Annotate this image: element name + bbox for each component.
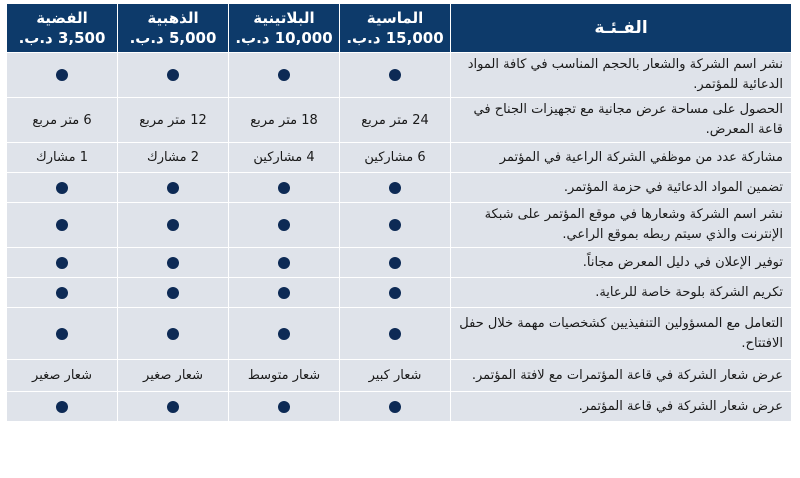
table-row [7, 98, 792, 143]
included-cell [118, 248, 229, 278]
tier-header-diamond [340, 4, 451, 53]
table-row [7, 143, 792, 173]
tier-value: 1 مشارك [36, 150, 88, 165]
feature-cell: نشر اسم الشركة وشعارها في موقع المؤتمر على شبكة الإنترنت والذي سيتم ربطه بموقع الراعي. [451, 203, 792, 248]
included-cell [340, 248, 451, 278]
table-row [7, 173, 792, 203]
included-dot-icon [389, 328, 401, 340]
included-dot-icon [389, 219, 401, 231]
table-row [7, 53, 792, 98]
included-cell [340, 392, 451, 422]
included-cell [118, 53, 229, 98]
tier-value: 6 متر مربع [32, 112, 92, 128]
tier-header-gold [118, 4, 229, 53]
feature-cell: عرض شعار الشركة في قاعة المؤتمر. [451, 392, 792, 422]
included-dot-icon [56, 328, 68, 340]
value-cell [7, 143, 118, 173]
tier-name: الذهبية [147, 9, 199, 27]
table-header-row [7, 4, 792, 53]
included-cell [118, 308, 229, 360]
included-cell [118, 173, 229, 203]
included-cell [229, 173, 340, 203]
included-dot-icon [389, 287, 401, 299]
tier-header-platinum [229, 4, 340, 53]
tier-value: 2 مشارك [147, 150, 199, 165]
value-cell [340, 98, 451, 143]
tier-value: شعار صغير [32, 368, 92, 383]
included-dot-icon [56, 219, 68, 231]
included-cell [340, 53, 451, 98]
table-row [7, 248, 792, 278]
included-dot-icon [56, 287, 68, 299]
table-row [7, 203, 792, 248]
included-cell [118, 203, 229, 248]
tier-price: 3,500 د.ب. [18, 29, 106, 47]
included-cell [229, 392, 340, 422]
table-row [7, 392, 792, 422]
table-body [7, 53, 792, 422]
included-cell [7, 203, 118, 248]
table-row [7, 360, 792, 392]
included-cell [340, 308, 451, 360]
included-cell [7, 173, 118, 203]
included-cell [7, 278, 118, 308]
included-dot-icon [167, 257, 179, 269]
tier-value: 6 مشاركين [364, 150, 426, 165]
included-dot-icon [278, 328, 290, 340]
included-cell [340, 173, 451, 203]
included-dot-icon [278, 257, 290, 269]
feature-cell: تضمين المواد الدعائية في حزمة المؤتمر. [451, 173, 792, 203]
tier-value: 24 متر مربع [361, 112, 429, 128]
included-cell [229, 308, 340, 360]
included-cell [229, 53, 340, 98]
included-dot-icon [278, 69, 290, 81]
included-dot-icon [56, 257, 68, 269]
feature-cell: نشر اسم الشركة والشعار بالحجم المناسب في كافة المواد الدعائية للمؤتمر. [451, 53, 792, 98]
value-cell [118, 98, 229, 143]
included-dot-icon [389, 257, 401, 269]
included-dot-icon [278, 287, 290, 299]
feature-cell: عرض شعار الشركة في قاعة المؤتمرات مع لافتة المؤتمر. [451, 360, 792, 392]
included-dot-icon [167, 287, 179, 299]
tier-value: 4 مشاركين [253, 150, 315, 165]
table-row [7, 278, 792, 308]
tier-value: 12 متر مربع [139, 112, 207, 128]
table-row [7, 308, 792, 360]
included-dot-icon [389, 182, 401, 194]
included-dot-icon [389, 401, 401, 413]
included-dot-icon [167, 401, 179, 413]
included-cell [7, 248, 118, 278]
included-cell [229, 278, 340, 308]
value-cell [118, 143, 229, 173]
included-cell [340, 203, 451, 248]
feature-cell: تكريم الشركة بلوحة خاصة للرعاية. [451, 278, 792, 308]
value-cell [229, 98, 340, 143]
feature-cell: الحصول على مساحة عرض مجانية مع تجهيزات الجناح في قاعة المعرض. [451, 98, 792, 143]
included-cell [7, 53, 118, 98]
value-cell [340, 360, 451, 392]
tier-value: 18 متر مربع [250, 112, 318, 128]
tier-name: الماسية [366, 9, 424, 27]
feature-cell: مشاركة عدد من موظفي الشركة الراعية في المؤتمر [451, 143, 792, 173]
value-cell [7, 98, 118, 143]
included-dot-icon [56, 401, 68, 413]
tier-header-silver [7, 4, 118, 53]
sponsorship-tiers-table [6, 4, 792, 422]
value-cell [229, 360, 340, 392]
included-dot-icon [278, 401, 290, 413]
value-cell [229, 143, 340, 173]
value-cell [340, 143, 451, 173]
feature-cell: التعامل مع المسؤولين التنفيذيين كشخصيات مهمة خلال حفل الافتتاح. [451, 308, 792, 360]
included-dot-icon [167, 219, 179, 231]
included-dot-icon [167, 328, 179, 340]
included-dot-icon [167, 69, 179, 81]
included-cell [229, 203, 340, 248]
included-dot-icon [389, 69, 401, 81]
included-dot-icon [167, 182, 179, 194]
included-cell [118, 278, 229, 308]
included-dot-icon [56, 69, 68, 81]
included-dot-icon [278, 182, 290, 194]
tier-value: شعار متوسط [247, 368, 321, 383]
included-dot-icon [56, 182, 68, 194]
tier-value: شعار كبير [368, 368, 422, 383]
tier-price: 15,000 د.ب. [346, 29, 444, 47]
included-cell [340, 278, 451, 308]
tier-value: شعار صغير [143, 368, 203, 383]
included-cell [7, 392, 118, 422]
included-cell [229, 248, 340, 278]
value-cell [118, 360, 229, 392]
feature-cell: توفير الإعلان في دليل المعرض مجاناً. [451, 248, 792, 278]
included-cell [7, 308, 118, 360]
tier-name: الفضية [36, 9, 88, 27]
value-cell [7, 360, 118, 392]
included-cell [118, 392, 229, 422]
included-dot-icon [278, 219, 290, 231]
sponsorship-table-container [6, 4, 792, 422]
tier-price: 10,000 د.ب. [235, 29, 333, 47]
feature-column-header: الفـئـة [451, 4, 792, 53]
tier-price: 5,000 د.ب. [129, 29, 217, 47]
tier-name: البلاتينية [253, 9, 315, 27]
